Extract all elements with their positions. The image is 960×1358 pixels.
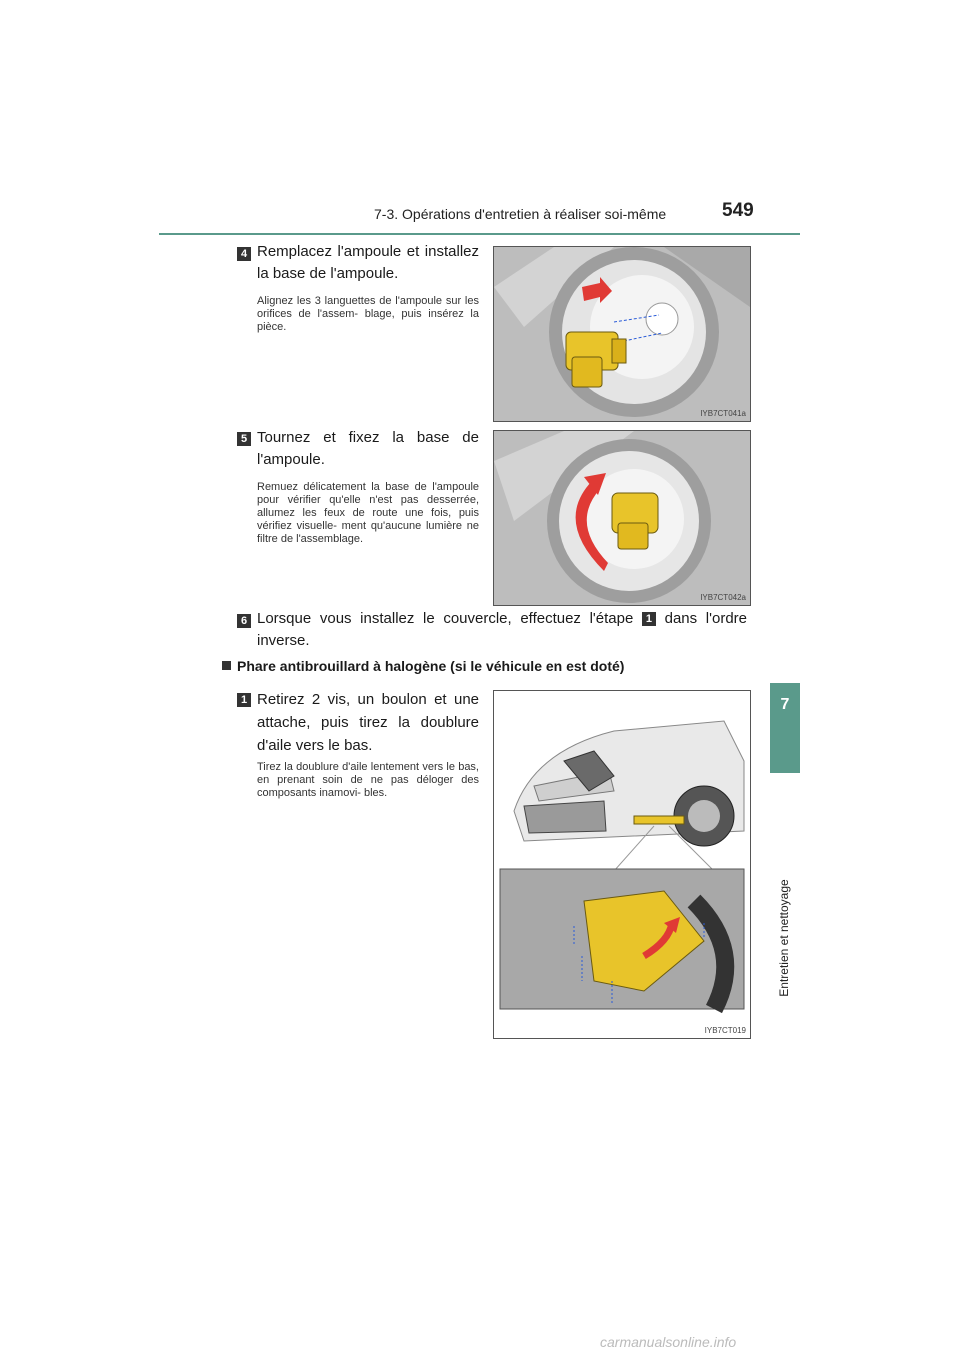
section-title: 7-3. Opérations d'entretien à réaliser soi-même: [374, 206, 667, 222]
header-divider: [159, 233, 800, 235]
fender-liner-illustration: [494, 691, 750, 1038]
fog-light-heading-text: Phare antibrouillard à halogène (si le véhicule en est doté): [237, 658, 625, 674]
figure-code: IYB7CT019: [704, 1026, 746, 1035]
step-ref-badge: 1: [642, 612, 656, 626]
fog-light-section-heading: [222, 658, 624, 674]
fog-step-1-note: Tirez la doublure d'aile lentement vers le bas, en prenant soin de ne pas déloger des composants inamovi- bles.: [257, 761, 479, 799]
step-4-instruction: Remplacez l'ampoule et installez la base de l'ampoule.: [257, 243, 479, 282]
step-4-note: Alignez les 3 languettes de l'ampoule sur les orifices de l'assem- blage, puis insérez la pièce.: [257, 295, 479, 333]
step-5-instruction: Tournez et fixez la base de l'ampoule.: [257, 429, 479, 468]
figure-bulb-rotate: [493, 430, 751, 606]
watermark: carmanualsonline.info: [600, 1334, 737, 1350]
step-4-badge: 4: [237, 247, 251, 261]
figure-bulb-install: [493, 246, 751, 422]
fog-step-1-instruction: Retirez 2 vis, un boulon et une attache, puis tirez la doublure d'aile vers le bas.: [257, 691, 479, 754]
step-6-text-after: dans l'ordre inverse.: [257, 610, 748, 649]
figure-fender-liner: [493, 690, 751, 1039]
step-6-text-before: Lorsque vous installez le couvercle, effectuez l'étape: [257, 610, 634, 627]
page-number: 549: [722, 200, 754, 221]
bulb-rotate-illustration: [494, 431, 750, 605]
square-bullet-icon: [222, 661, 231, 670]
chapter-label: Entretien et nettoyage: [777, 879, 791, 997]
chapter-number: 7: [780, 696, 790, 713]
step-5-note: Remuez délicatement la base de l'ampoule pour vérifier qu'elle n'est pas desserrée, allumez les feux de route une fois, puis vérifiez visuelle- ment qu'aucune lumière ne filtre de l'assemblage.: [257, 481, 479, 545]
figure-code: IYB7CT041a: [700, 409, 746, 418]
fog-step-1-badge: 1: [237, 693, 251, 707]
figure-code: IYB7CT042a: [700, 593, 746, 602]
step-5-badge: 5: [237, 432, 251, 446]
step-6-badge: 6: [237, 614, 251, 628]
step-6-instruction: [257, 608, 747, 652]
bulb-install-illustration: [494, 247, 750, 421]
